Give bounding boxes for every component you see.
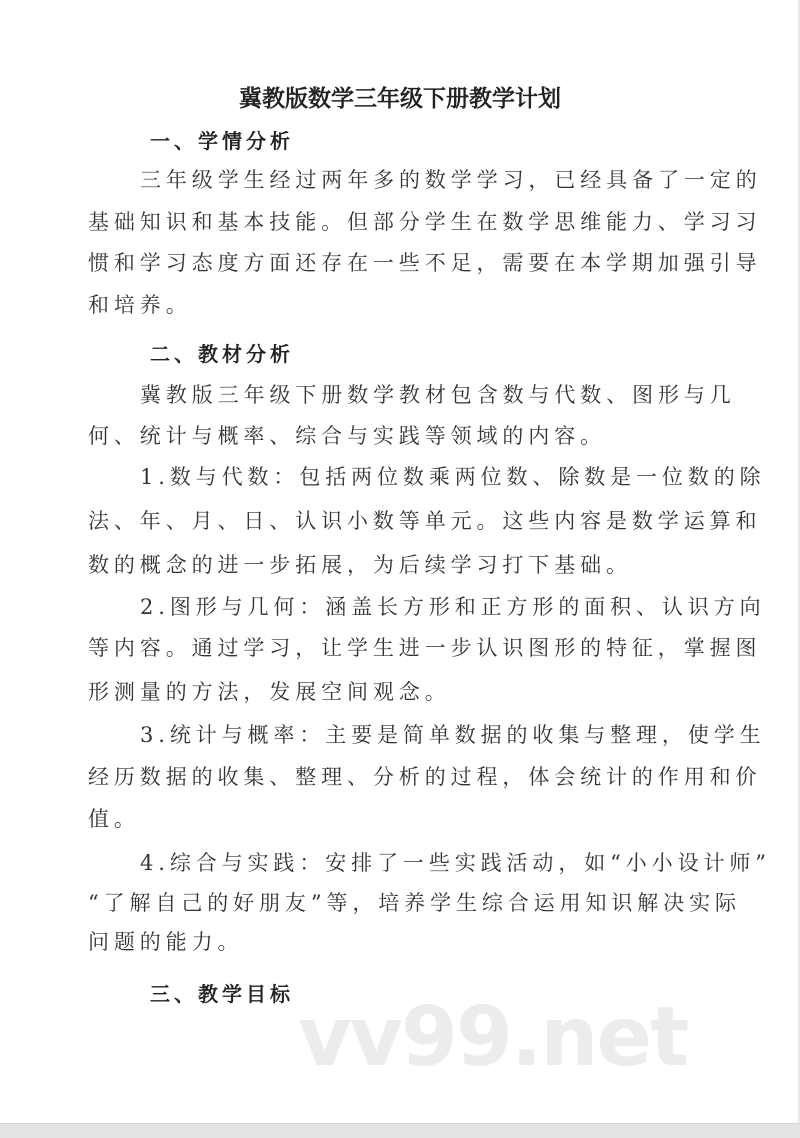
- document-title: 冀教版数学三年级下册教学计划: [239, 86, 561, 112]
- list-item-line: “了解自己的好朋友”等，培养学生综合运用知识解决实际: [88, 891, 741, 915]
- section-heading-textbook-analysis: 二、教材分析: [150, 342, 294, 366]
- list-item-line: 法、年、月、日、认识小数等单元。这些内容是数学运算和: [88, 509, 762, 533]
- section-heading-student-analysis: 一、学情分析: [150, 129, 294, 153]
- list-item-line: 形测量的方法，发展空间观念。: [88, 680, 451, 704]
- paragraph-line: 何、统计与概率、综合与实践等领域的内容。: [88, 424, 606, 448]
- paragraph-line: 基础知识和基本技能。但部分学生在数学思维能力、学习习: [88, 210, 762, 234]
- list-item-line: 2.图形与几何：涵盖长方形和正方形的面积、认识方向: [140, 595, 766, 619]
- section-heading-teaching-goals: 三、教学目标: [150, 982, 294, 1006]
- paragraph-line: 冀教版三年级下册数学教材包含数与代数、图形与几: [140, 383, 736, 407]
- paragraph-line: 惯和学习态度方面还存在一些不足，需要在本学期加强引导: [88, 251, 762, 275]
- page-bottom-border: [0, 1123, 800, 1138]
- list-item-line: 等内容。通过学习，让学生进一步认识图形的特征，掌握图: [88, 636, 762, 660]
- list-item-line: 数的概念的进一步拓展，为后续学习打下基础。: [88, 553, 632, 577]
- paragraph-line: 三年级学生经过两年多的数学学习，已经具备了一定的: [140, 168, 762, 192]
- list-item-line: 值。: [88, 807, 140, 831]
- paragraph-line: 和培养。: [88, 293, 192, 317]
- list-item-line: 1.数与代数：包括两位数乘两位数、除数是一位数的除: [140, 465, 766, 489]
- list-item-line: 4.综合与实践：安排了一些实践活动，如“小小设计师”: [140, 851, 771, 875]
- list-item-line: 3.统计与概率：主要是简单数据的收集与整理，使学生: [140, 723, 766, 747]
- list-item-line: 问题的能力。: [88, 930, 244, 954]
- list-item-line: 经历数据的收集、整理、分析的过程，体会统计的作用和价: [88, 765, 762, 789]
- watermark: vv99.net: [298, 990, 688, 1085]
